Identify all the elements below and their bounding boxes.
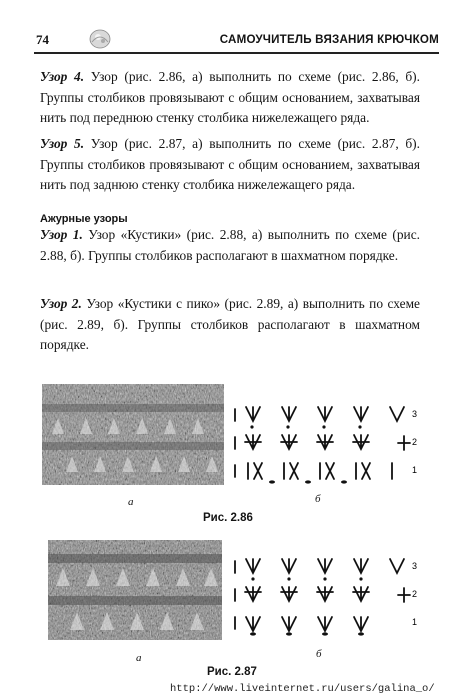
- pattern-label: Узор 1.: [40, 227, 83, 242]
- row-number: 1: [412, 617, 418, 627]
- paragraph-pattern-2: [40, 294, 420, 356]
- row-number: 2: [412, 589, 418, 599]
- page-number: 74: [36, 32, 49, 47]
- watermark-url[interactable]: http://www.liveinternet.ru/users/galina_o/: [170, 683, 435, 695]
- pattern-text: Узор «Кустики» (рис. 2.88, а) выполнить по схеме (рис. 2.88, б). Группы столбиков располагают в шахматном порядке.: [40, 227, 420, 263]
- pattern-text: Узор «Кустики с пико» (рис. 2.89, а) выполнить по схеме (рис. 2.89, б). Группы столбиков располагают в шахматном порядке.: [40, 296, 420, 352]
- pattern-label: Узор 5.: [40, 136, 85, 151]
- subfigure-a-label: а: [136, 652, 142, 664]
- subfigure-b-label: б: [316, 648, 322, 660]
- pattern-label: Узор 2.: [40, 296, 82, 311]
- subfigure-a-label: а: [128, 496, 134, 508]
- page-header: [34, 30, 439, 54]
- figure-caption: Рис. 2.87: [207, 666, 257, 678]
- pattern-text: Узор (рис. 2.87, а) выполнить по схеме (рис. 2.87, б). Группы столбиков провязывают с общим основанием, захватывая нить под заднюю стенку столбика нижележащего ряда.: [40, 136, 420, 192]
- figure-2-86-diagram: [232, 403, 422, 485]
- figure-2-87-photo: [48, 540, 222, 640]
- pattern-text: Узор (рис. 2.86, а) выполнить по схеме (рис. 2.86, б). Группы столбиков провязывают с общим основанием, захватывая нить под переднюю стенку столбика нижележащего ряда.: [40, 69, 420, 125]
- paragraph-pattern-5: [40, 134, 420, 196]
- paragraph-pattern-4: [40, 67, 420, 129]
- row-number: 1: [412, 465, 418, 475]
- figure-2-86-photo: [42, 384, 224, 485]
- figure-2-87-diagram: [232, 555, 422, 637]
- publisher-logo-icon: [86, 26, 116, 50]
- running-head: САМОУЧИТЕЛЬ ВЯЗАНИЯ КРЮЧКОМ: [219, 33, 439, 46]
- row-number: 2: [412, 437, 418, 447]
- row-number: 3: [412, 561, 418, 571]
- pattern-label: Узор 4.: [40, 69, 85, 84]
- figure-caption: Рис. 2.86: [203, 512, 253, 524]
- paragraph-pattern-1: [40, 225, 420, 266]
- subfigure-b-label: б: [315, 493, 321, 505]
- row-number: 3: [412, 409, 418, 419]
- section-heading: Ажурные узоры: [40, 213, 128, 225]
